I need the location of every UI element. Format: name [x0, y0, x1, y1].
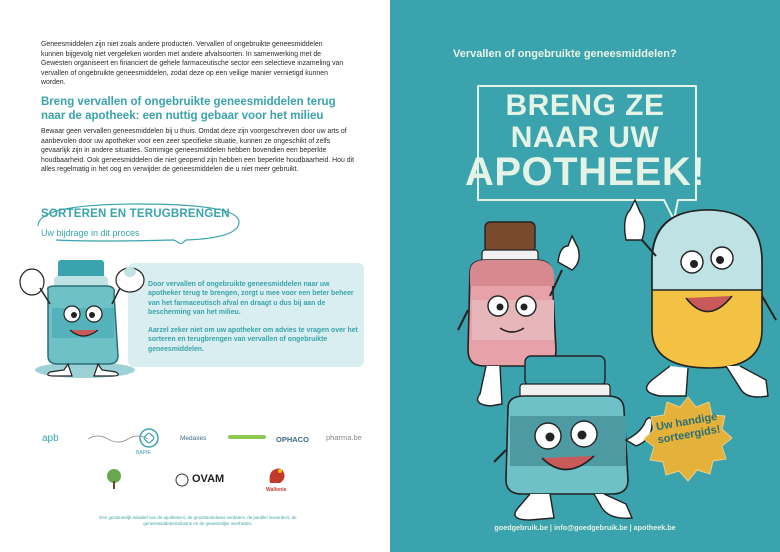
footnote: Een gezamenlijk initiatief van de apothekers, de groothandelaars-verdelers, de parallel invoerders, de geneesmiddelenindustrie en de gewestelijke overheden. [99, 515, 297, 526]
logo-bapie: BAPIE [136, 450, 151, 456]
info-paragraph-2: Aarzel zeker niet om uw apotheker om advies te vragen over het sorteren en terugbrengen van vervallen of ongebruikte geneesmiddelen. [148, 327, 358, 353]
sort-subtitle: Uw bijdrage in dit proces [41, 228, 140, 238]
logo-green-wordmark [228, 431, 268, 443]
logo-medaxes: Medaxes [180, 435, 207, 442]
logo-ophaco: OPHACO [276, 435, 309, 444]
headline-line-3: APOTHEEK! [464, 150, 706, 194]
intro-text: Geneesmiddelen zijn niet zoals andere producten. Vervallen of ongebruikte geneesmiddelen kunnen bijgevolg niet vergeleken worden met andere afvalsoorten. In samenwerking met de Gewesten organiseert en financiert de gehele farmaceutische sector een selectieve inzameling van vervallen of ongebruikte geneesmiddelen, zodat deze op een veilige manier vernietigd kunnen worden. [41, 41, 344, 87]
logo-wallonie: Wallonie [266, 487, 287, 493]
capsule-mascot [625, 200, 776, 397]
jar-mascot-illustration [10, 248, 160, 380]
footer-links: goedgebruik.be | info@goedgebruik.be | apotheek.be [494, 523, 676, 532]
badge-text: Uw handige sorteergids! [655, 410, 722, 447]
info-box [128, 263, 364, 367]
logo-pharma-be: pharma.be [326, 433, 362, 442]
blue-jar-mascot [494, 356, 652, 520]
bapie-icon [138, 427, 160, 449]
sort-title: SORTEREN EN TERUGBRENGEN [41, 208, 230, 220]
section-heading: Breng vervallen of ongebruikte geneesmiddelen terug naar de apotheek: een nuttig gebaar voor het milieu [41, 96, 336, 122]
headline-line-2: NAAR UW [510, 121, 660, 154]
info-paragraph-1: Door vervallen of ongebruikte geneesmiddelen naar uw apotheker terug te brengen, zorgt u mee voor een beter beheer van het farmaceutisch afval en draagt u dus bij aan de bescherming van het milieu. [148, 281, 354, 317]
ovam-emblem-icon [175, 473, 189, 487]
headline-line-1: BRENG ZE [505, 89, 665, 122]
right-panel [390, 0, 780, 552]
rooster-icon [266, 465, 288, 485]
partner-logos [30, 425, 370, 520]
tree-icon [102, 467, 126, 491]
headline-question: Vervallen of ongebruikte geneesmiddelen? [453, 48, 677, 60]
body-text: Bewaar geen vervallen geneesmiddelen bij u thuis. Omdat deze zijn voorgeschreven door uw arts of aanbevolen door uw apotheker voor een zeer specifieke situatie, kunnen ze ongeschikt of zelfs gevaarlijk zijn in andere situaties. Sommige geneesmiddelen hebben bovendien een beperkte houdbaarheid. Ook geneesmiddelen die niet geopend zijn hebben een beperkte houdbaarheid. Hou dit alles regelmatig in het oog en verwijder de geneesmiddelen die u niet meer gebruikt. [41, 128, 354, 174]
logo-apb: apb [42, 433, 59, 444]
logo-ovam: OVAM [192, 473, 225, 485]
